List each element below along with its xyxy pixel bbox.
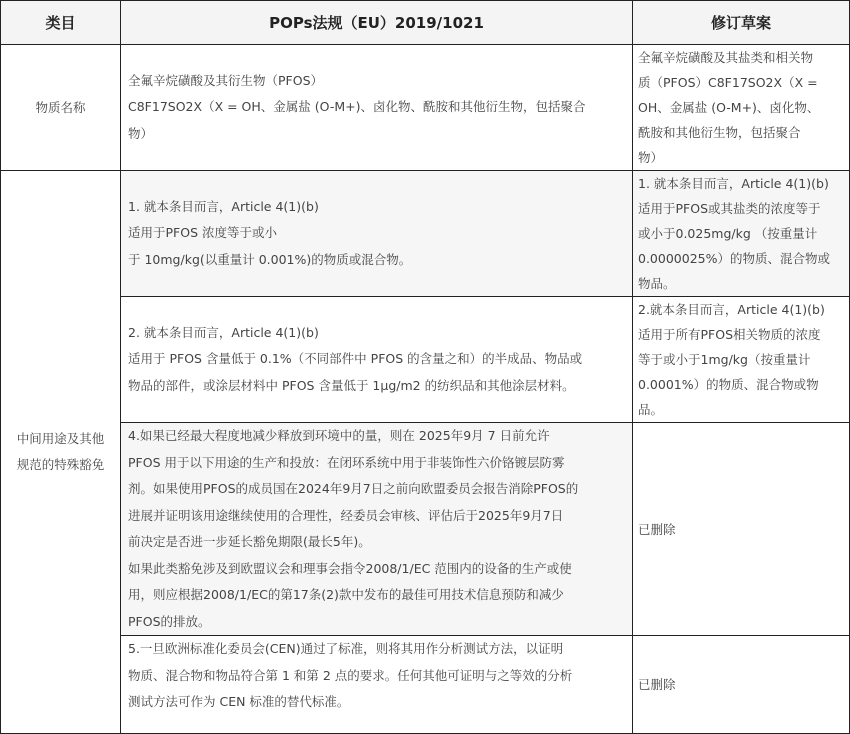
draft-cell [633, 171, 850, 297]
text-line: 物） [638, 150, 664, 165]
text-line: 适用于所有PFOS相关物质的浓度 [638, 327, 821, 342]
text-line: C8F17SO2X（X = OH、金属盐 (O-M+)、卤化物、酰胺和其他衍生物，包括聚合 [128, 99, 586, 115]
text-line: PFOS 用于以下用途的生产和投放：在闭环系统中用于非装饰性六价铬镀层防雾 [128, 454, 565, 470]
text-line: 或小于0.025mg/kg （按重量计 [638, 226, 818, 241]
text-line: 中间用途及其他 [16, 431, 105, 446]
table-row [1, 297, 850, 423]
table-row [1, 171, 850, 297]
draft-cell [633, 636, 850, 734]
text-line: 4.如果已经最大程度地减少释放到环境中的量，则在 2025年9月 7 日前允许 [128, 428, 550, 443]
category-cell: 物质名称 [1, 45, 121, 171]
text-line: 于 10mg/kg(以重量计 0.001%)的物质或混合物。 [128, 251, 412, 267]
text-line: 物质、混合物和物品符合第 1 和第 2 点的要求。任何其他可证明与之等效的分析 [128, 667, 573, 683]
text-line: 2. 就本条目而言，Article 4(1)(b) [128, 324, 319, 340]
text-line: 进展并证明该用途继续使用的合理性，经委员会审核、评估后于2025年9月7日 [128, 507, 564, 523]
text-line: 规范的特殊豁免 [16, 457, 105, 472]
text-line: 0.0000025%）的物质、混合物或 [638, 251, 830, 266]
text-line: 用，则应根据2008/1/EC的第17条(2)款中发布的最佳可用技术信息预防和减少 [128, 587, 564, 602]
draft-cell [633, 297, 850, 423]
text-line: 全氟辛烷磺酸及其衍生物（PFOS） [128, 72, 324, 88]
header-draft: 修订草案 [633, 1, 850, 45]
header-row [1, 1, 850, 45]
table-row [1, 423, 850, 636]
current-cell [121, 45, 633, 171]
header-current-regulation: POPs法规（EU）2019/1021 [121, 1, 633, 45]
text-line: 物品。 [638, 276, 676, 291]
text-line: 2.就本条目而言，Article 4(1)(b) [638, 302, 825, 317]
text-line: 1. 就本条目而言，Article 4(1)(b) [128, 198, 319, 214]
text-line: 剂。如果使用PFOS的成员国在2024年9月7日之前向欧盟委员会报告消除PFOS的 [128, 481, 579, 496]
deleted-label: 已删除 [638, 521, 676, 537]
deleted-label: 已删除 [638, 677, 676, 692]
current-cell [121, 171, 633, 297]
text-line: 0.0001%）的物质、混合物或物 [638, 377, 819, 392]
text-line: 1. 就本条目而言，Article 4(1)(b) [638, 176, 829, 191]
table-row [1, 636, 850, 734]
text-line: 质（PFOS）C8F17SO2X（X = [638, 75, 818, 90]
text-line: PFOS的排放。 [128, 613, 211, 629]
text-line: 物） [128, 125, 154, 141]
text-line: 适用于PFOS或其盐类的浓度等于 [638, 201, 821, 216]
text-line: 物品的部件，或涂层材料中 PFOS 含量低于 1μg/m2 的纺织品和其他涂层材料。 [128, 377, 575, 393]
table-row [1, 45, 850, 171]
header-category: 类目 [1, 1, 121, 45]
category-cell [1, 171, 121, 734]
text-line: 测试方法可作为 CEN 标准的替代标准。 [128, 694, 350, 709]
text-line: 适用于PFOS 浓度等于或小 [128, 225, 277, 241]
text-line: 酰胺和其他衍生物，包括聚合 [638, 125, 801, 140]
text-line: 适用于 PFOS 含量低于 0.1%（不同部件中 PFOS 的含量之和）的半成品、物品或 [128, 351, 583, 367]
current-cell [121, 297, 633, 423]
current-cell [121, 423, 633, 636]
text-line: 5.一旦欧洲标准化委员会(CEN)通过了标准，则将其用作分析测试方法，以证明 [128, 641, 564, 656]
draft-cell [633, 45, 850, 171]
current-cell [121, 636, 633, 734]
text-line: 如果此类豁免涉及到欧盟议会和理事会指令2008/1/EC 范围内的设备的生产或使 [128, 560, 572, 576]
text-line: 前决定是否进一步延长豁免期限(最长5年)。 [128, 534, 371, 549]
text-line: 品。 [638, 402, 664, 417]
text-line: OH、金属盐 (O-M+)、卤化物、 [638, 100, 820, 115]
text-line: 全氟辛烷磺酸及其盐类和相关物 [638, 50, 814, 65]
text-line: 等于或小于1mg/kg（按重量计 [638, 352, 811, 367]
draft-cell [633, 423, 850, 636]
